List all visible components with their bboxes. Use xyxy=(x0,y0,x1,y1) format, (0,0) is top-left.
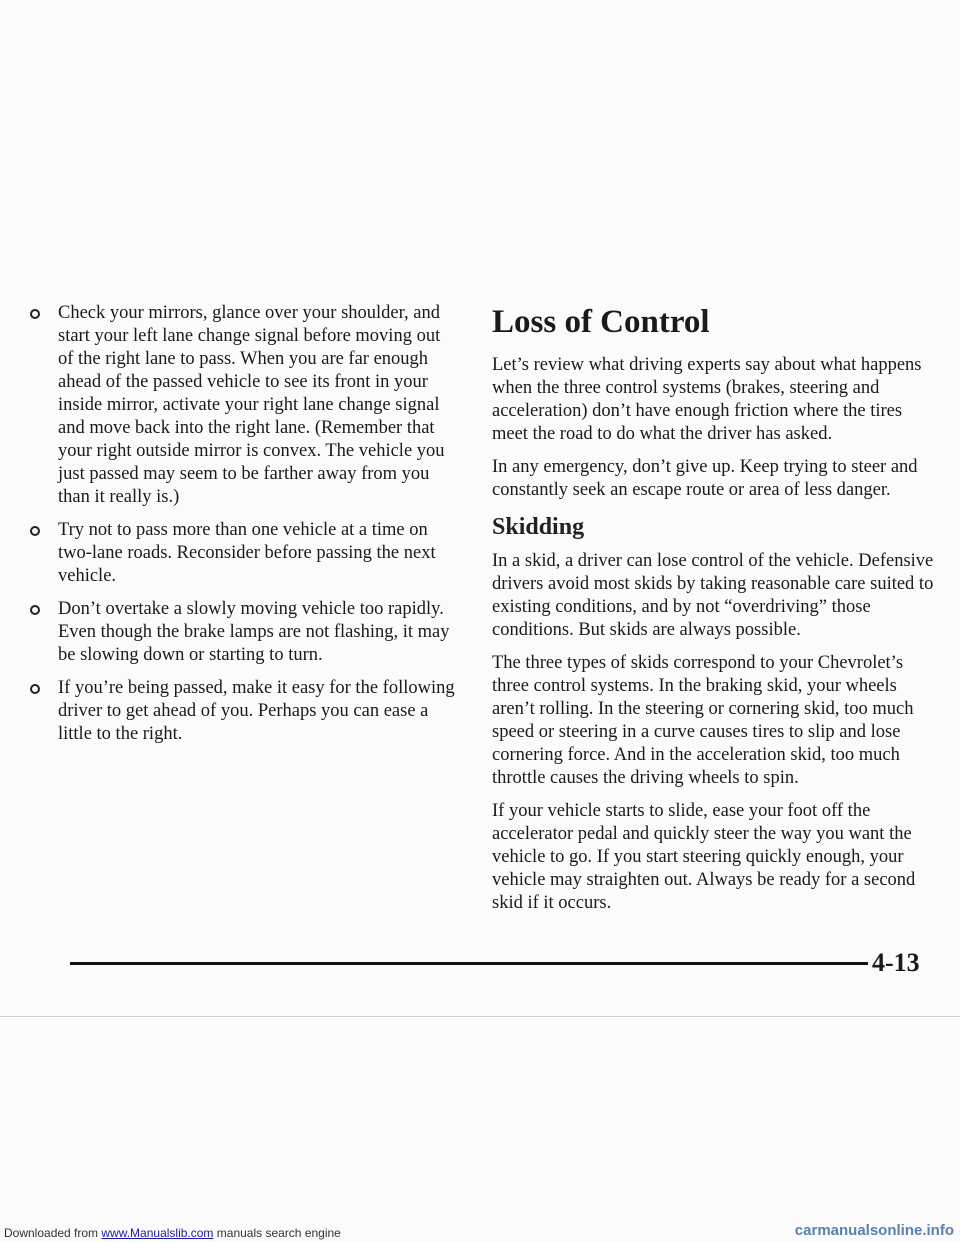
paragraph: In any emergency, don’t give up. Keep trying to steer and constantly seek an escape route or area of less danger. xyxy=(492,457,918,500)
paragraph: In a skid, a driver can lose control of the vehicle. Defensive drivers avoid most skids by taking reasonable care suited to existing conditions, and by not “overdriving” those conditions. But skids are always possible. xyxy=(492,551,934,640)
passing-tips-list xyxy=(28,302,458,746)
list-item: Try not to pass more than one vehicle at a time on two-lane roads. Reconsider before passing the next vehicle. xyxy=(28,519,458,588)
footer-divider xyxy=(0,1016,960,1017)
list-item: Don’t overtake a slowly moving vehicle too rapidly. Even though the brake lamps are not flashing, it may be slowing down or starting to turn. xyxy=(28,598,458,667)
right-column xyxy=(492,302,940,925)
bullet-icon xyxy=(30,684,40,694)
watermark: carmanualsonline.info xyxy=(794,1222,954,1239)
download-credit: Downloaded from www.Manualslib.com manuals search engine xyxy=(4,1226,341,1240)
paragraph: If your vehicle starts to slide, ease your foot off the accelerator pedal and quickly steer the way you want the vehicle to go. If you start steering quickly enough, your vehicle may straighten out. Always be ready for a second skid if it occurs. xyxy=(492,801,916,913)
list-item: Check your mirrors, glance over your shoulder, and start your left lane change signal before moving out of the right lane to pass. When you are far enough ahead of the passed vehicle to see its front in your inside mirror, activate your right lane change signal and move back into the right lane. (Remember that your right outside mirror is convex. The vehicle you just passed may seem to be farther away from you than it really is.) xyxy=(28,302,458,509)
paragraph: The three types of skids correspond to your Chevrolet’s three control systems. In the braking skid, your wheels aren’t rolling. In the steering or cornering skid, too much speed or steering in a curve causes tires to slip and lose cornering force. And in the acceleration skid, too much throttle causes the driving wheels to spin. xyxy=(492,653,914,788)
loss-of-control-heading: Loss of Control xyxy=(492,304,710,340)
page-rule xyxy=(70,962,868,965)
bullet-icon xyxy=(30,605,40,615)
list-item: If you’re being passed, make it easy for the following driver to get ahead of you. Perhaps you can ease a little to the right. xyxy=(28,677,458,746)
bullet-icon xyxy=(30,309,40,319)
manualslib-link[interactable]: www.Manualslib.com xyxy=(101,1226,214,1240)
bullet-icon xyxy=(30,526,40,536)
page-number: 4-13 xyxy=(872,948,920,977)
paragraph: Let’s review what driving experts say about what happens when the three control systems (brakes, steering and acceleration) don’t have enough friction where the tires meet the road to do what the driver has asked. xyxy=(492,355,922,444)
left-column xyxy=(28,302,458,756)
skidding-heading: Skidding xyxy=(492,514,585,540)
